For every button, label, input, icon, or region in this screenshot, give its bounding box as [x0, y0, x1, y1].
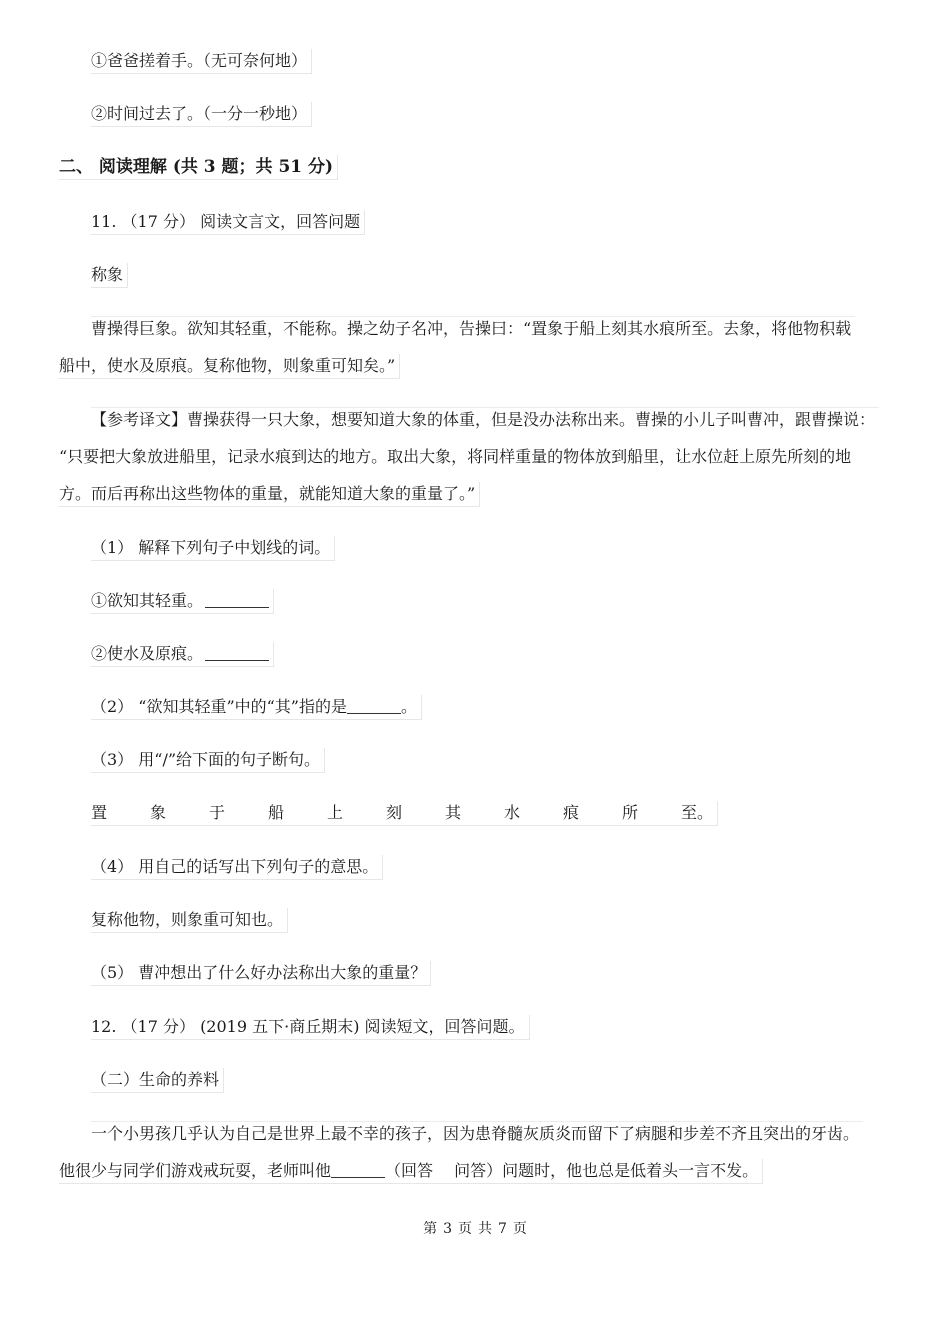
sentence-char: 至。: [681, 803, 714, 822]
q11-sub1: （1） 解释下列句子中划线的词。: [91, 536, 335, 561]
q12-para-line-2-pre: 他很少与同学们游戏戒玩耍，老师叫他: [59, 1161, 332, 1180]
answer-blank[interactable]: [205, 591, 269, 608]
footer-label: 页: [512, 1221, 527, 1237]
answer-blank[interactable]: [205, 644, 269, 661]
q12-article-title: （二）生命的养料: [91, 1068, 224, 1093]
q11-sub4: （4） 用自己的话写出下列句子的意思。: [91, 855, 383, 880]
sentence-char: 所: [622, 803, 639, 822]
prev-item-1: ①爸爸搓着手。（无可奈何地）: [91, 49, 312, 74]
answer-blank[interactable]: [347, 697, 401, 714]
q11-translation-line-3: 方。而后再称出这些物体的重量，就能知道大象的重量了。”: [59, 482, 480, 507]
footer-label: 页: [458, 1221, 472, 1237]
sentence-char: 痕: [563, 803, 580, 822]
q12-para-line-1: 一个小男孩几乎认为自己是世界上最不幸的孩子，因为患脊髓灰质炎而留下了病腿和步差不齐且突出的牙齿。: [91, 1121, 863, 1146]
total-pages-number: 7: [498, 1221, 507, 1237]
sentence-char: 象: [150, 803, 167, 822]
footer-label: 第: [423, 1221, 438, 1237]
sentence-char: 上: [327, 803, 344, 822]
q11-sub2-text: （2） “欲知其轻重”中的“其”指的是: [91, 697, 347, 716]
q11-sub3-sentence: [91, 801, 718, 826]
page-footer: [0, 1218, 950, 1238]
sentence-char: 水: [504, 803, 521, 822]
q12-para-line-2: [59, 1159, 763, 1184]
q11-translation-line-1: 【参考译文】曹操获得一只大象，想要知道大象的体重，但是没办法称出来。曹操的小儿子叫曹冲，跟曹操说：: [91, 407, 879, 432]
sentence-char: 其: [445, 803, 462, 822]
sentence-char: 置: [91, 803, 108, 822]
q11-sub2: [91, 695, 422, 720]
q11-sub3: （3） 用“/”给下面的句子断句。: [91, 748, 325, 773]
q11-article-title: 称象: [91, 263, 128, 288]
q11-sub1-a: [91, 589, 274, 614]
q11-sub1-b-text: ②使水及原痕。: [91, 644, 204, 663]
q11-sub1-b: [91, 642, 274, 667]
sentence-char: 于: [209, 803, 226, 822]
sentence-char: 船: [268, 803, 285, 822]
footer-label: 共: [478, 1221, 492, 1237]
q11-translation-line-2: “只要把大象放进船里，记录水痕到达的地方。取出大象，将同样重量的物体放到船里，让水位赶上原先所刻的地: [59, 447, 852, 466]
q11-sub2-end: 。: [401, 697, 418, 716]
q11-text-line-1: 曹操得巨象。欲知其轻重，不能称。操之幼子名冲，告操曰：“置象于船上刻其水痕所至。去象，将他物积载: [91, 316, 855, 341]
prev-item-2: ②时间过去了。（一分一秒地）: [91, 102, 312, 127]
q12-para-line-2-post: （回答 问答）问题时，他也总是低着头一言不发。: [385, 1161, 759, 1180]
q11-sub4-sentence: 复称他物，则象重可知也。: [91, 908, 288, 933]
q11-header: 11. （17 分） 阅读文言文，回答问题: [91, 210, 365, 235]
answer-blank[interactable]: [331, 1161, 385, 1178]
q11-sub5: （5） 曹冲想出了什么好办法称出大象的重量？: [91, 961, 431, 986]
section-heading: 二、 阅读理解 (共 3 题；共 51 分): [59, 155, 338, 180]
q11-sub1-a-text: ①欲知其轻重。: [91, 591, 204, 610]
current-page-number: 3: [443, 1221, 452, 1237]
sentence-char: 刻: [386, 803, 403, 822]
q11-text-line-2: 船中，使水及原痕。复称他物，则象重可知矣。”: [59, 354, 400, 379]
q12-header: 12. （17 分） (2019 五下·商丘期末) 阅读短文，回答问题。: [91, 1015, 530, 1040]
